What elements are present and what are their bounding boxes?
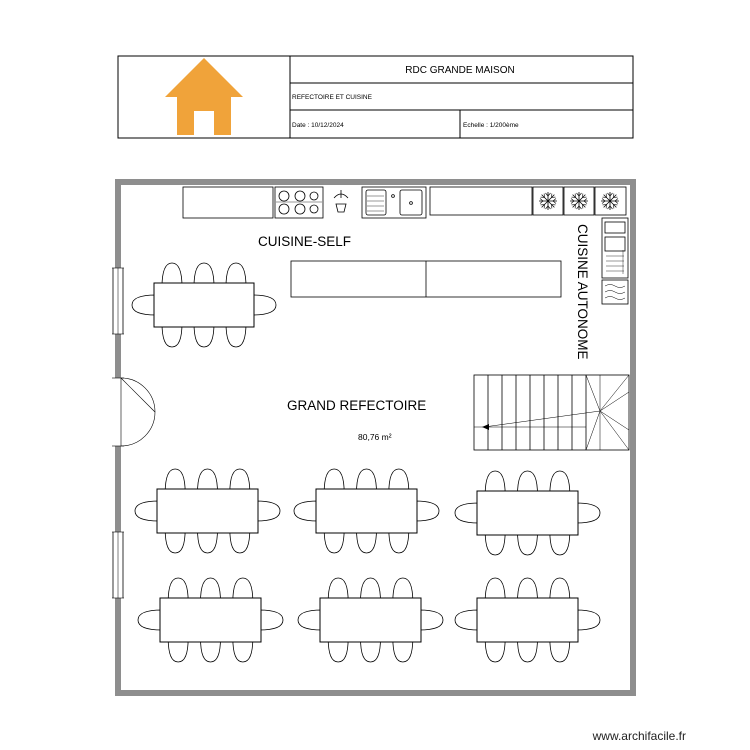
room-area: 80,76 m² [358, 432, 392, 442]
sink-icon [362, 187, 426, 218]
faucet-icon [334, 190, 348, 212]
dining-table-set [294, 469, 439, 553]
house-icon [165, 58, 243, 135]
tables-and-chairs [132, 263, 600, 662]
radiator-icon [602, 280, 628, 304]
left-wall-openings [112, 268, 155, 598]
title-block [118, 56, 633, 138]
dining-table-set [455, 578, 600, 662]
dining-table-set [455, 471, 600, 555]
plan-date: Date : 10/12/2024 [292, 122, 344, 129]
oven-icon [602, 218, 628, 278]
dining-table-set [138, 578, 283, 662]
dining-table-set [298, 578, 443, 662]
freezer-snowflake-icon [533, 187, 626, 215]
cooktop-icon [275, 187, 323, 218]
kitchen-top-counter [183, 187, 626, 218]
plan-title: RDC GRANDE MAISON [405, 65, 515, 76]
kitchen-right-appliances [602, 218, 628, 304]
staircase [474, 375, 629, 450]
room-label-kitchen-autonomous: CUISINE AUTONOME [575, 224, 590, 360]
plan-scale: Echelle : 1/200ème [463, 122, 519, 129]
room-label-refectory: GRAND REFECTOIRE [287, 398, 427, 413]
service-counter [291, 261, 561, 297]
dining-table-set [132, 263, 276, 347]
watermark: www.archifacile.fr [592, 729, 686, 743]
dining-table-set [135, 469, 280, 553]
room-label-kitchen-self: CUISINE-SELF [258, 234, 352, 249]
plan-subtitle: REFECTOIRE ET CUISINE [292, 94, 372, 101]
